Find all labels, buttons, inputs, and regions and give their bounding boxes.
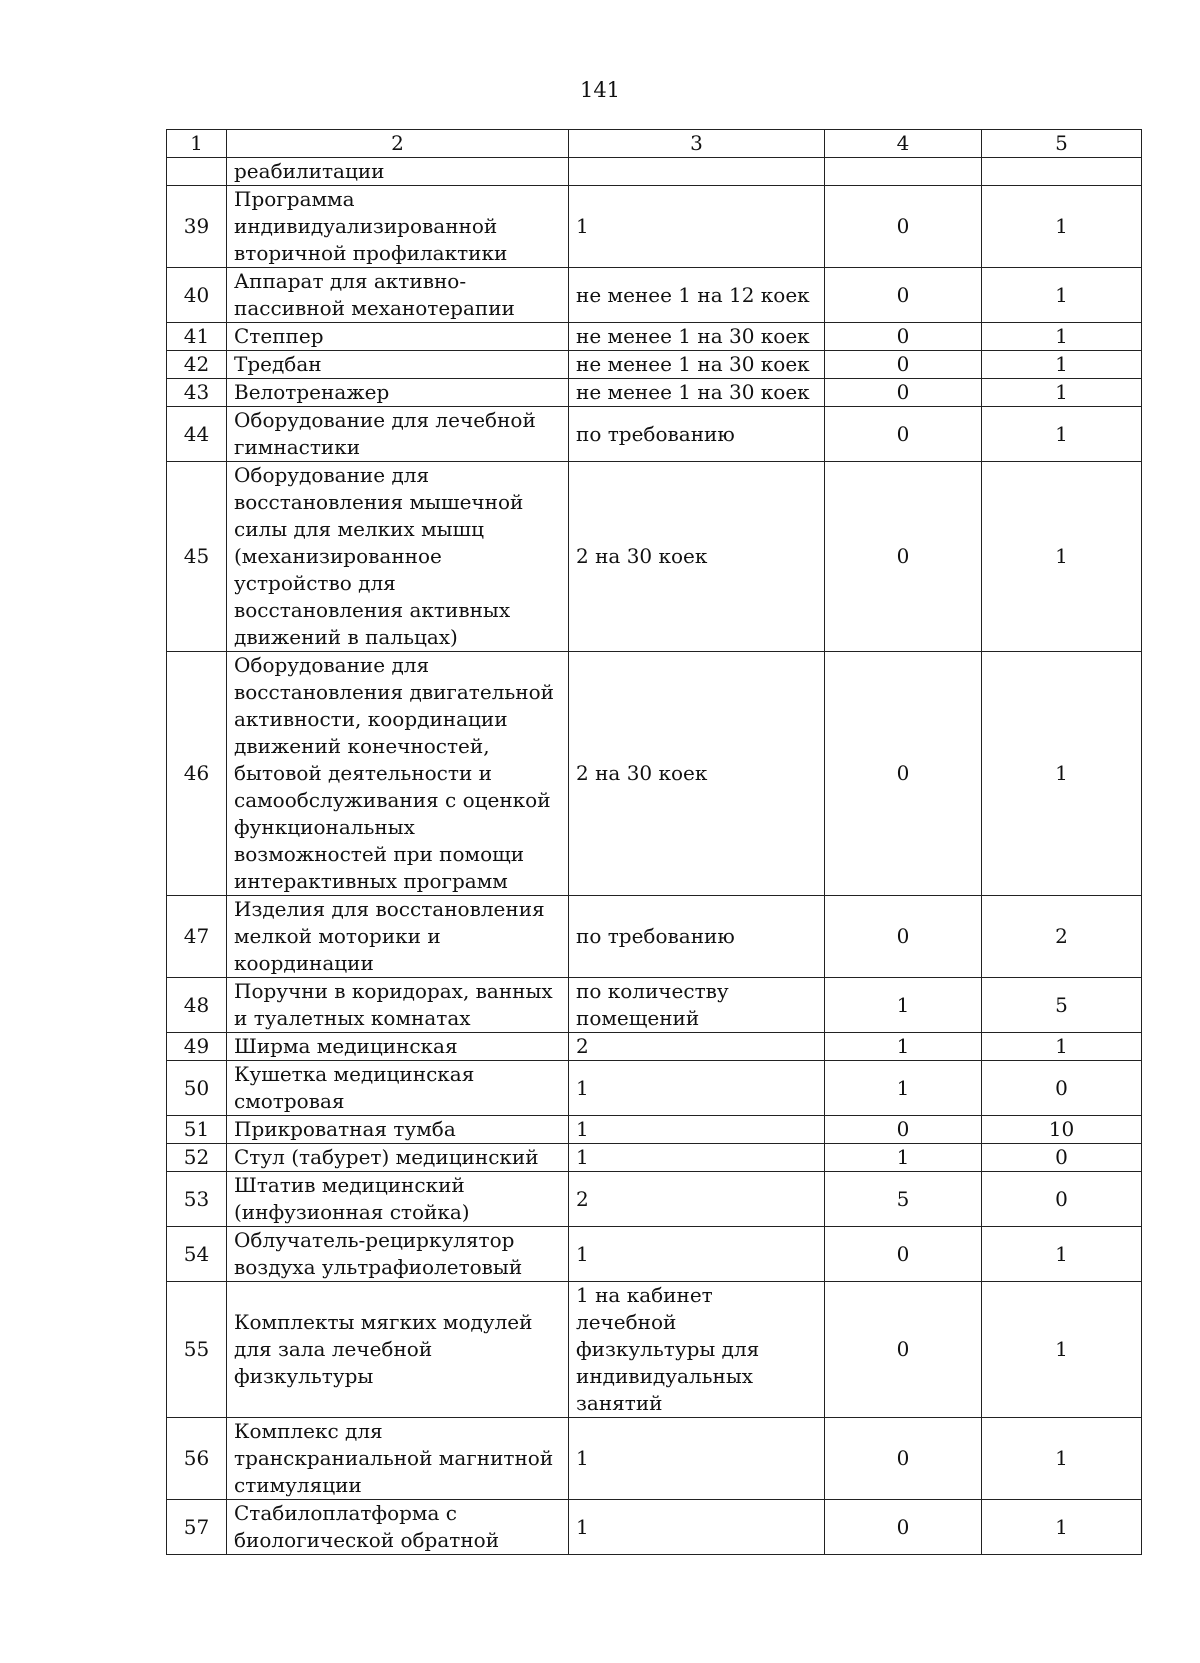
table-row	[167, 1061, 1142, 1116]
header-cell: 2	[227, 130, 569, 158]
table-row	[167, 652, 1142, 896]
column-4-cell: 0	[825, 323, 982, 351]
quantity-cell: 1	[569, 1144, 825, 1172]
quantity-cell: 2 на 30 коек	[569, 652, 825, 896]
column-5-cell: 1	[982, 652, 1142, 896]
quantity-cell: 1	[569, 1061, 825, 1116]
column-5-cell: 1	[982, 1500, 1142, 1555]
column-5-cell: 1	[982, 268, 1142, 323]
column-5-cell: 1	[982, 1033, 1142, 1061]
table-header-row	[167, 130, 1142, 158]
column-4-cell: 0	[825, 186, 982, 268]
table-row	[167, 1033, 1142, 1061]
item-name-cell: Стул (табурет) медицинский	[227, 1144, 569, 1172]
column-5-cell: 1	[982, 1418, 1142, 1500]
row-number-cell: 48	[167, 978, 227, 1033]
item-name-cell: Оборудование для восстановления мышечной силы для мелких мышц (механизированное устройство для восстановления активных движений в пальцах)	[227, 462, 569, 652]
table-row	[167, 1172, 1142, 1227]
column-5-cell: 1	[982, 186, 1142, 268]
row-number-cell: 56	[167, 1418, 227, 1500]
column-5-cell: 0	[982, 1144, 1142, 1172]
column-4-cell: 0	[825, 1116, 982, 1144]
row-number-cell: 55	[167, 1282, 227, 1418]
item-name-cell: Аппарат для активно-пассивной механотерапии	[227, 268, 569, 323]
item-name-cell: Кушетка медицинская смотровая	[227, 1061, 569, 1116]
column-4-cell: 0	[825, 1282, 982, 1418]
table-row	[167, 1227, 1142, 1282]
row-number-cell: 50	[167, 1061, 227, 1116]
column-5-cell: 1	[982, 407, 1142, 462]
item-name-cell: Поручни в коридорах, ванных и туалетных комнатах	[227, 978, 569, 1033]
column-5-cell: 10	[982, 1116, 1142, 1144]
column-4-cell: 1	[825, 1033, 982, 1061]
column-4-cell: 0	[825, 1418, 982, 1500]
item-name-cell: Велотренажер	[227, 379, 569, 407]
column-5-cell: 1	[982, 379, 1142, 407]
table-row	[167, 407, 1142, 462]
row-number-cell: 45	[167, 462, 227, 652]
row-number-cell: 54	[167, 1227, 227, 1282]
column-5-cell: 0	[982, 1061, 1142, 1116]
item-name-cell: Ширма медицинская	[227, 1033, 569, 1061]
table-row	[167, 462, 1142, 652]
table-row	[167, 268, 1142, 323]
column-4-cell: 1	[825, 1144, 982, 1172]
quantity-cell: 2 на 30 коек	[569, 462, 825, 652]
header-cell: 1	[167, 130, 227, 158]
row-number-cell: 49	[167, 1033, 227, 1061]
table-row	[167, 186, 1142, 268]
row-number-cell	[167, 158, 227, 186]
header-cell: 5	[982, 130, 1142, 158]
table-row	[167, 1144, 1142, 1172]
item-name-cell: Оборудование для лечебной гимнастики	[227, 407, 569, 462]
table-row	[167, 1116, 1142, 1144]
item-name-cell: Программа индивидуализированной вторичной профилактики	[227, 186, 569, 268]
column-4-cell	[825, 158, 982, 186]
column-5-cell: 2	[982, 896, 1142, 978]
item-name-cell: Прикроватная тумба	[227, 1116, 569, 1144]
column-5-cell: 1	[982, 351, 1142, 379]
quantity-cell: не менее 1 на 30 коек	[569, 323, 825, 351]
header-cell: 3	[569, 130, 825, 158]
column-5-cell: 1	[982, 1227, 1142, 1282]
row-number-cell: 44	[167, 407, 227, 462]
column-4-cell: 0	[825, 268, 982, 323]
column-4-cell: 0	[825, 407, 982, 462]
table-row	[167, 978, 1142, 1033]
table-row	[167, 351, 1142, 379]
item-name-cell: Комплекты мягких модулей для зала лечебной физкультуры	[227, 1282, 569, 1418]
quantity-cell: по требованию	[569, 407, 825, 462]
item-name-cell: Стабилоплатформа с биологической обратной	[227, 1500, 569, 1555]
row-number-cell: 52	[167, 1144, 227, 1172]
quantity-cell: 1	[569, 186, 825, 268]
quantity-cell: 1 на кабинет лечебной физкультуры для индивидуальных занятий	[569, 1282, 825, 1418]
column-4-cell: 0	[825, 379, 982, 407]
table-row	[167, 1418, 1142, 1500]
row-number-cell: 47	[167, 896, 227, 978]
quantity-cell: не менее 1 на 30 коек	[569, 351, 825, 379]
row-number-cell: 57	[167, 1500, 227, 1555]
row-number-cell: 51	[167, 1116, 227, 1144]
column-4-cell: 0	[825, 1227, 982, 1282]
column-5-cell: 0	[982, 1172, 1142, 1227]
column-4-cell: 0	[825, 1500, 982, 1555]
quantity-cell: не менее 1 на 30 коек	[569, 379, 825, 407]
row-number-cell: 53	[167, 1172, 227, 1227]
equipment-table	[166, 129, 1142, 1555]
table-row	[167, 323, 1142, 351]
quantity-cell: 1	[569, 1227, 825, 1282]
column-4-cell: 5	[825, 1172, 982, 1227]
column-4-cell: 0	[825, 652, 982, 896]
item-name-cell: реабилитации	[227, 158, 569, 186]
column-5-cell	[982, 158, 1142, 186]
column-5-cell: 1	[982, 462, 1142, 652]
row-number-cell: 41	[167, 323, 227, 351]
quantity-cell: 1	[569, 1500, 825, 1555]
item-name-cell: Тредбан	[227, 351, 569, 379]
quantity-cell	[569, 158, 825, 186]
item-name-cell: Облучатель-рециркулятор воздуха ультрафиолетовый	[227, 1227, 569, 1282]
quantity-cell: 2	[569, 1172, 825, 1227]
quantity-cell: по требованию	[569, 896, 825, 978]
item-name-cell: Изделия для восстановления мелкой моторики и координации	[227, 896, 569, 978]
table-row	[167, 158, 1142, 186]
quantity-cell: 1	[569, 1116, 825, 1144]
row-number-cell: 46	[167, 652, 227, 896]
row-number-cell: 40	[167, 268, 227, 323]
page-number: 141	[579, 78, 621, 102]
table-row	[167, 1282, 1142, 1418]
item-name-cell: Оборудование для восстановления двигательной активности, координации движений конечностей, бытовой деятельности и самообслуживания с оценкой функциональных возможностей при помощи интерактивных программ	[227, 652, 569, 896]
row-number-cell: 42	[167, 351, 227, 379]
column-5-cell: 1	[982, 1282, 1142, 1418]
column-4-cell: 0	[825, 462, 982, 652]
table-row	[167, 379, 1142, 407]
column-4-cell: 0	[825, 896, 982, 978]
item-name-cell: Штатив медицинский (инфузионная стойка)	[227, 1172, 569, 1227]
header-cell: 4	[825, 130, 982, 158]
row-number-cell: 39	[167, 186, 227, 268]
table-row	[167, 896, 1142, 978]
quantity-cell: по количеству помещений	[569, 978, 825, 1033]
quantity-cell: не менее 1 на 12 коек	[569, 268, 825, 323]
row-number-cell: 43	[167, 379, 227, 407]
column-5-cell: 1	[982, 323, 1142, 351]
column-4-cell: 1	[825, 978, 982, 1033]
item-name-cell: Комплекс для транскраниальной магнитной стимуляции	[227, 1418, 569, 1500]
column-4-cell: 0	[825, 351, 982, 379]
quantity-cell: 2	[569, 1033, 825, 1061]
column-5-cell: 5	[982, 978, 1142, 1033]
item-name-cell: Степпер	[227, 323, 569, 351]
table-row	[167, 1500, 1142, 1555]
quantity-cell: 1	[569, 1418, 825, 1500]
column-4-cell: 1	[825, 1061, 982, 1116]
